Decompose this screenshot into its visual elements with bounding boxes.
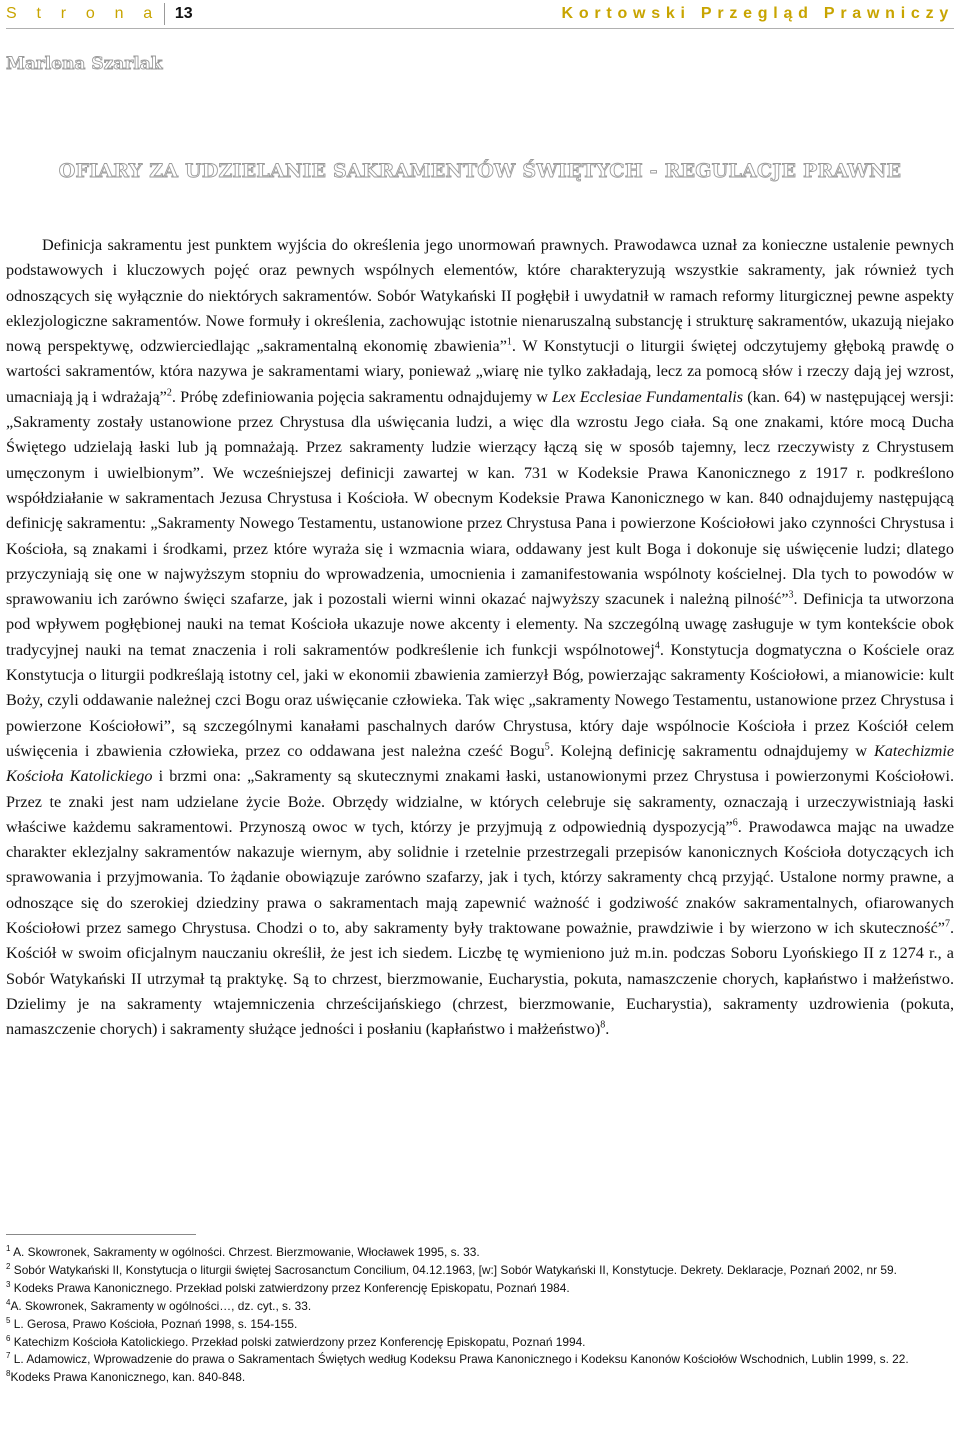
footnote — [6, 1262, 954, 1279]
footnote-ref[interactable]: 2 — [166, 387, 172, 399]
footnote-text: Kodeks Prawa Kanonicznego. Przekład polski zatwierdzony przez Konferencję Episkopatu, Poznań 1984. — [13, 1280, 570, 1295]
body-text: Próbę zdefiniowania pojęcia sakramentu odnajdujemy w — [180, 387, 548, 406]
footnote-text: Kodeks Prawa Kanonicznego, kan. 840-848. — [10, 1370, 246, 1385]
footnote — [6, 1298, 954, 1315]
footnote-text: A. Skowronek, Sakramenty w ogólności…, dz. cyt., s. 33. — [10, 1298, 312, 1313]
footnote — [6, 1280, 954, 1297]
footnote-text: L. Gerosa, Prawo Kościoła, Poznań 1998, s. 154-155. — [13, 1316, 298, 1331]
page-label-group — [6, 3, 193, 25]
footnote — [6, 1244, 954, 1261]
footnote-number: 1 — [6, 1244, 11, 1254]
footnote-number: 2 — [6, 1261, 11, 1271]
body-text: W Konstytucji o liturgii świętej odczytujemy głęboką prawdę o wartości sakramentów, która nazywa je sakramentami wiary, ponieważ „wiarę nie tylko zakładają, lecz za pomocą słów i rzeczy dają jej wzrost, umacniają ją i wdrażają” — [6, 337, 955, 406]
footnote-number: 5 — [6, 1315, 11, 1325]
page-number: 13 — [174, 5, 193, 22]
footnote-text: L. Adamowicz, Wprowadzenie do prawa o Sakramentach Świętych według Kodeksu Prawa Kanonicznego i Kodeksu Kanonów Kościołów Wschodnich, Lublin 1999, s. 22. — [13, 1352, 909, 1367]
article-title: OFIARY ZA UDZIELANIE SAKRAMENTÓW ŚWIĘTYCH - REGULACJE PRAWNE — [58, 160, 902, 182]
body-text: Prawodawca mając na uwadze charakter eklezjalny sakramentów nakazuje wiernym, aby solidnie i rzetelnie przestrzegali przepisów kanonicznych Kościoła dotyczących ich sprawowania i przyjmowania. To żądanie obowiązuje zarówno szafarzy, jak i tych, którzy sakramenty chcą przyjąć. Ustalone normy prawne, a odnoszące się do szerokiej dziedziny prawa o sakramentach mają zapewnić ważność i godziwość znaków sakramentalnych, ofiarowanych Kościołowi przez samego Chrystusa. Chodzi o to, aby sakramenty były traktowane poważnie, prawdziwie i by wierzono w ich skuteczność” — [6, 817, 955, 938]
footnote-ref[interactable]: 1 — [506, 336, 512, 348]
header-rule — [6, 28, 954, 29]
footnote-number: 4 — [6, 1297, 11, 1307]
footnote — [6, 1369, 954, 1386]
body-text: i brzmi ona: „Sakramenty są skutecznymi znakami łaski, ustanowionymi przez Chrystusa i powierzonymi Kościołowi. Przez te znaki jest nam udzielane życie Boże. Obrzędy widzialne, w których celebruje się sakramenty, oznaczają i urzeczywistniają łaski właściwe każdemu sakramentowi. Przynoszą owoc w tych, którzy je przyjmują z odpowiednią dyspozycją” — [6, 767, 954, 836]
body-italic: Katechizmie Kościoła Katolickiego — [6, 741, 955, 786]
footnote — [6, 1334, 954, 1351]
body-text: Kościół w swoim oficjalnym nauczaniu określił, że jest ich siedem. Liczbę tę wymieniono już m.in. podczas Soboru Lyońskiego II z 1274 r., a Sobór Watykański II utrzymał tą praktykę. Są to chrzest, bierzmowanie, Eucharystia, pokuta, namaszczenie chorych, kapłaństwo i małżeństwo. Dzielimy je na sakramenty wtajemniczenia chrześcijańskiego (chrzest, bierzmowanie, Eucharystia), sakramenty uzdrowienia (pokuta, namaszczenie chorych) i sakramenty służące jedności i posłaniu (kapłaństwo i małżeństwo) — [6, 944, 954, 1039]
footnote-number: 3 — [6, 1279, 11, 1289]
footnote-ref[interactable]: 3 — [788, 589, 794, 601]
footnote-ref[interactable]: 4 — [654, 640, 660, 652]
footnote-text: A. Skowronek, Sakramenty w ogólności. Chrzest. Bierzmowanie, Włocławek 1995, s. 33. — [13, 1245, 480, 1259]
footnote-text: Katechizm Kościoła Katolickiego. Przekład polski zatwierdzony przez Konferencję Episkopatu, Poznań 1994. — [13, 1334, 586, 1349]
header-divider — [164, 3, 165, 25]
journal-title: Kortowski Przegląd Prawniczy — [561, 5, 954, 22]
article-body: Definicja sakramentu jest punktem wyjścia do określenia jego unormowań prawnych. Prawodawca uznał za konieczne ustalenie pewnych podstawowych i kluczowych pojęć oraz pewnych wspólnych elementów, które charakteryzują wszystkie sakramenty, jak również tych odnoszących się wyłącznie do niektórych sakramentów. Sobór Watykański II pogłębił i uwydatnił w ramach reformy liturgicznej pewne aspekty eklezjologiczne sakramentów. Nowe formuły i określenia, zachowując istotnie nienaruszalną substancję i strukturę sakramentów, ukazują niejako nową perspektywę, odzwierciedlając „sakramentalną ekonomię zbawienia”$^1$. W Konstytucji o liturgii świętej odczytujemy głęboką prawdę o wartości sakramentów, która nazywa je sakramentami wiary, ponieważ „wiarę nie tylko zakładają, lecz za pomocą słów i rzeczy dają jej wzrost, umacniają ją i wdrażają”$^2$. Próbę zdefiniowania pojęcia sakramentu odnajdujemy w Lex Ecclesiae Fundamentalis (kan. 64) w następującej wersji: „Sakramenty zostały ustanowione przez Chrystusa dla uświęcania ludzi, a więc dla wzrostu Jego ciała. Są one znakami, które mocą Ducha Świętego udzielają łaski lub ją pomnażają. Przez sakramenty ludzie wierzący łączą się w sposób tajemny, lecz rzeczywisty z Chrystusem umęczonym i uwielbionym”. We wcześniejszej definicji zawartej w kan. 731 w Kodeksie Prawa Kanonicznego z 1917 r. podkreślono współdziałanie w sakramentach Jezusa Chrystusa i Kościoła. W obecnym Kodeksie Prawa Kanonicznego w kan. 840 odnajdujemy następującą definicję sakramentu: „Sakramenty Nowego Testamentu, ustanowione przez Chrystusa Pana i powierzone Kościołowi jako czynności Chrystusa i Kościoła, są znakami i środkami, przez które wyraża się i wzmacnia wiara, oddawany jest kult Boga i dokonuje się uświęcenie ludzi; dlatego przyczyniają się one w najwyższym stopniu do wprowadzenia, umocnienia i zamanifestowania wspólnoty kościelnej. Dla tych to powodów w sprawowaniu ich zarówno święci szafarze, jak i pozostali wierni winni okazać najwyższy szacunek i należną pilność”$^3$. Definicja ta utworzona pod wpływem pogłębionej nauki na temat Kościoła ukazuje nowe akcenty i elementy. Na szczególną uwagę zasługuje w tym kontekście obok tradycyjnej nauki na temat znaczenia i roli sakramentów podkreślenie ich funkcji wspólnotowej$^4$. Konstytucja dogmatyczna o Kościele oraz Konstytucja o liturgii podkreślają istotny cel, jaki w ekonomii zbawienia zamierzył Bóg, powierzając sakramenty Kościołowi, a mianowicie: kult Boży, czyli oddawanie należnej czci Bogu oraz uświęcanie człowieka. Tak więc „sakramenty Nowego Testamentu, ustanowione przez Chrystusa i powierzone Kościołowi”, są szczególnymi kanałami paschalnych darów Chrystusa, który daje wspólnocie Kościoła i przez Kościół celem uświęcenia i zbawienia człowieka, przez co oddawana jest należna cześć Bogu$^5$. Kolejną definicję sakramentu odnajdujemy w Katechizmie Kościoła Katolickiego i brzmi ona: „Sakramenty są skutecznymi znakami łaski, ustanowionymi przez Chrystusa i powierzonymi Kościołowi. Przez te znaki jest nam udzielane życie Boże. Obrzędy widzialne, w których celebruje się sakramenty, oznaczają i urzeczywistniają łaski właściwe każdemu sakramentowi. Przynoszą owoc w tych, którzy je przyjmują z odpowiednią dyspozycją”$^6$. Prawodawca mając na uwadze charakter eklezjalny sakramentów nakazuje wiernym, aby solidnie i rzetelnie przestrzegali przepisów kanonicznych Kościoła dotyczących ich sprawowania i przyjmowania. To żądanie obowiązuje zarówno szafarzy, jak i tych, którzy sakramenty chcą przyjąć. Ustalone normy prawne, a odnoszące się do szerokiej dziedziny prawa o sakramentach mają zapewnić ważność i godziwość znaków sakramentalnych, ofiarowanych Kościołowi przez samego Chrystusa. Chodzi o to, aby sakramenty były traktowane poważnie, prawdziwie i by wierzono w ich skuteczność”$^7$. Kościół w swoim oficjalnym nauczaniu określił, że jest ich siedem. Liczbę tę wymieniono już m.in. podczas Soboru Lyońskiego II z 1274 r., a Sobór Watykański II utrzymał tą praktykę. Są to chrzest, bierzmowanie, Eucharystia, pokuta, namaszczenie chorych, kapłaństwo i małżeństwo. Dzielimy je na sakramenty wtajemniczenia chrześcijańskiego (chrzest, bierzmowanie, Eucharystia), sakramenty uzdrowienia (pokuta, namaszczenie chorych) i sakramenty służące jedności i posłaniu (kapłaństwo i małżeństwo)$^8$. — [6, 236, 955, 1039]
footnote-text: Sobór Watykański II, Konstytucja o liturgii świętej Sacrosanctum Concilium, 04.12.1963, [w:] Sobór Watykański II, Konstytucje. Dekrety. Deklaracje, Poznań 2002, nr 59. — [13, 1262, 897, 1277]
footnote — [6, 1316, 954, 1333]
footnotes — [6, 1244, 954, 1387]
footnote — [6, 1351, 954, 1368]
body-text: (kan. 64) w następującej wersji: „Sakramenty zostały ustanowione przez Chrystusa dla uświęcania ludzi, a więc dla wzrostu Jego ciała. Są one znakami, które mocą Ducha Świętego udzielają łaski lub ją pomnażają. Przez sakramenty ludzie wierzący łączą się w sposób tajemny, lecz rzeczywisty z Chrystusem umęczonym i uwielbionym”. We wcześniejszej definicji zawartej w kan. 731 w Kodeksie Prawa Kanonicznego z 1917 r. podkreślono współdziałanie w sakramentach Jezusa Chrystusa i Kościoła. W obecnym Kodeksie Prawa Kanonicznego w kan. 840 odnajdujemy następującą definicję sakramentu: „Sakramenty Nowego Testamentu, ustanowione przez Chrystusa Pana i powierzone Kościołowi jako czynności Chrystusa i Kościoła, są znakami i środkami, przez które wyraża się i wzmacnia wiara, oddawany jest kult Boga i dokonuje się uświęcenie ludzi; dlatego przyczyniają się one w najwyższym stopniu do wprowadzenia, umocnienia i zamanifestowania wspólnoty kościelnej. Dla tych to powodów w sprawowaniu ich zarówno święci szafarze, jak i pozostali wierni winni okazać najwyższy szacunek i należną pilność” — [6, 387, 955, 609]
body-text: Kolejną definicję sakramentu odnajdujemy w — [560, 741, 868, 760]
body-text: Definicja ta utworzona pod wpływem pogłębionej nauki na temat Kościoła ukazuje nowe akcenty i elementy. Na szczególną uwagę zasługuje w tym kontekście obok tradycyjnej nauki na temat znaczenia i roli sakramentów podkreślenie ich funkcji wspólnotowej — [6, 590, 955, 659]
footnote-ref[interactable]: 8 — [600, 1019, 606, 1031]
footnote-ref[interactable]: 6 — [732, 817, 738, 829]
footnote-ref[interactable]: 5 — [544, 741, 550, 753]
footnote-number: 8 — [6, 1369, 11, 1379]
body-text: Konstytucja dogmatyczna o Kościele oraz Konstytucja o liturgii podkreślają istotny cel, jaki w ekonomii zbawienia zamierzył Bóg, powierzając sakramenty Kościołowi, a mianowicie: kult Boży, czyli oddawanie należnej czci Bogu oraz uświęcanie człowieka. Tak więc „sakramenty Nowego Testamentu, ustanowione przez Chrystusa i powierzone Kościołowi”, są szczególnymi kanałami paschalnych darów Chrystusa, który daje wspólnocie Kościoła i przez Kościół celem uświęcenia i zbawienia człowieka, przez co oddawana jest należna cześć Bogu — [6, 640, 955, 760]
footnote-separator — [6, 1234, 196, 1235]
page-label: S t r o n a — [6, 5, 160, 22]
author-name: Marlena Szarlak — [6, 54, 163, 74]
body-italic: Lex Ecclesiae Fundamentalis — [552, 387, 743, 406]
page-header — [6, 0, 954, 28]
footnote-ref[interactable]: 7 — [944, 918, 950, 930]
body-text: Definicja sakramentu jest punktem wyjścia do określenia jego unormowań prawnych. Prawodawca uznał za konieczne ustalenie pewnych podstawowych i kluczowych pojęć oraz pewnych wspólnych elementów, które charakteryzują wszystkie sakramenty, jak również tych odnoszących się wyłącznie do niektórych sakramentów. Sobór Watykański II pogłębił i uwydatnił w ramach reformy liturgicznej pewne aspekty eklezjologiczne sakramentów. Nowe formuły i określenia, zachowując istotnie nienaruszalną substancję i strukturę sakramentów, ukazują niejako nową perspektywę, odzwierciedlając „sakramentalną ekonomię zbawienia” — [6, 236, 954, 356]
footnote-number: 7 — [6, 1351, 11, 1361]
footnote-number: 6 — [6, 1333, 11, 1343]
